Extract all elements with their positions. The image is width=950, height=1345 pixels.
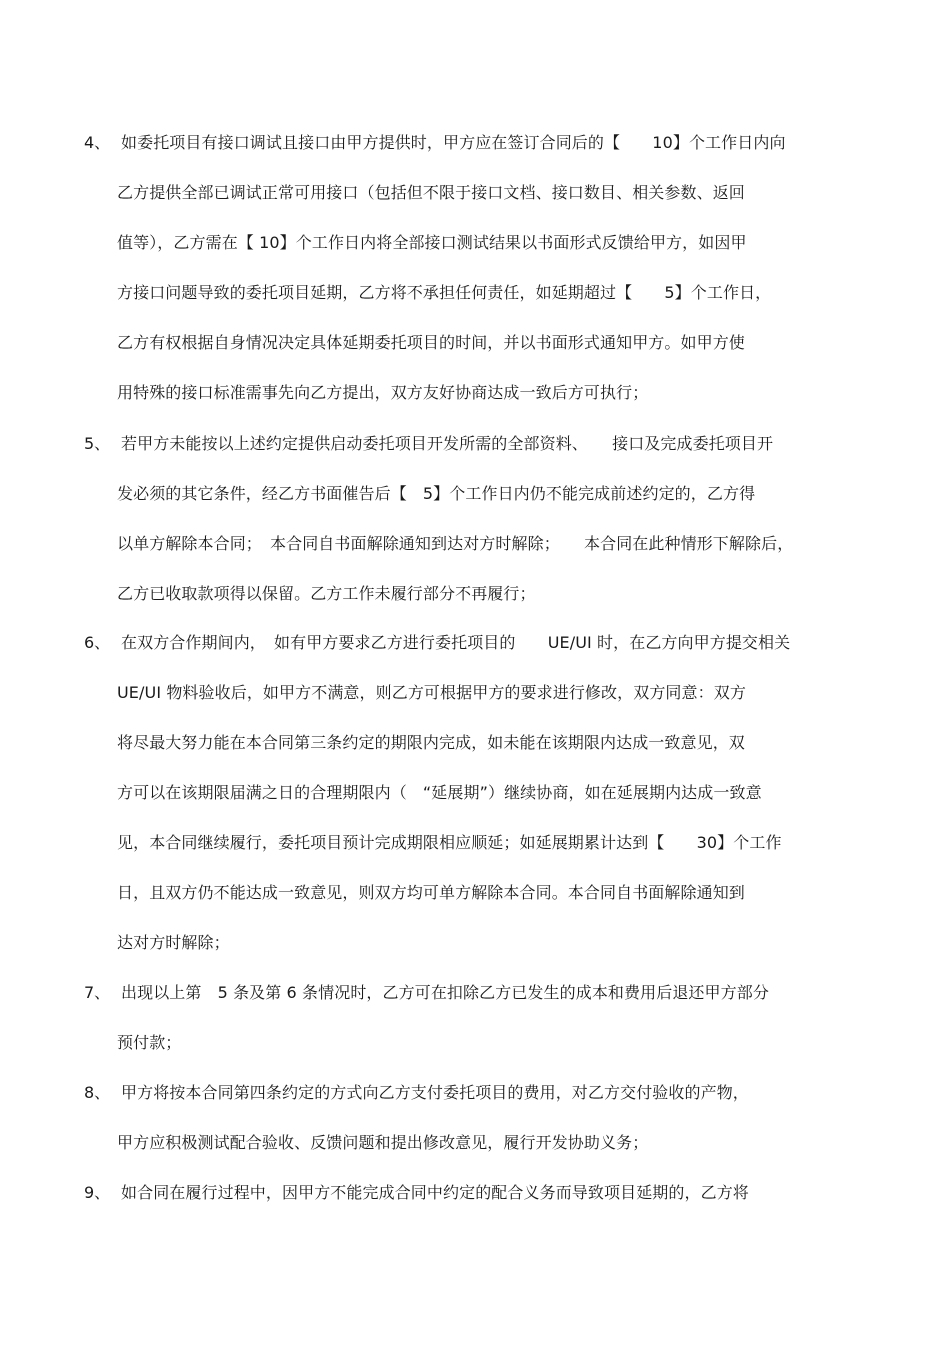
clause-number: 6、 <box>84 633 111 652</box>
clause-line: 在双方合作期间内， 如有甲方要求乙方进行委托项目的 UE/UI 时，在乙方向甲方提交相关 <box>121 633 791 652</box>
clause-number: 5、 <box>84 434 111 453</box>
clause-number: 4、 <box>84 133 111 152</box>
clause-line: 如合同在履行过程中，因甲方不能完成合同中约定的配合义务而导致项目延期的，乙方将 <box>121 1183 749 1202</box>
clause-line: 乙方有权根据自身情况决定具体延期委托项目的时间，并以书面形式通知甲方。如甲方使 <box>117 333 745 352</box>
clause-line: 如委托项目有接口调试且接口由甲方提供时，甲方应在签订合同后的【 10】个工作日内向 <box>121 133 786 152</box>
clause-number: 8、 <box>84 1083 111 1102</box>
clause-line: 方可以在该期限届满之日的合理期限内（ “延展期”）继续协商，如在延展期内达成一致意 <box>117 783 762 802</box>
clause-line: 乙方提供全部已调试正常可用接口（包括但不限于接口文档、接口数目、相关参数、返回 <box>117 183 745 202</box>
clause-line: 以单方解除本合同； 本合同自书面解除通知到达对方时解除； 本合同在此种情形下解除后， <box>117 534 794 553</box>
clause-line: 发必须的其它条件，经乙方书面催告后【 5】个工作日内仍不能完成前述约定的，乙方得 <box>117 484 756 503</box>
clause-line: UE/UI 物料验收后，如甲方不满意，则乙方可根据甲方的要求进行修改，双方同意：双方 <box>117 683 746 702</box>
clause-line: 达对方时解除； <box>117 933 230 952</box>
clause-number: 7、 <box>84 983 111 1002</box>
clause-line: 甲方将按本合同第四条约定的方式向乙方支付委托项目的费用，对乙方交付验收的产物， <box>121 1083 749 1102</box>
clause-line: 乙方已收取款项得以保留。乙方工作未履行部分不再履行； <box>117 584 536 603</box>
clause-line: 将尽最大努力能在本合同第三条约定的期限内完成，如未能在该期限内达成一致意见，双 <box>117 733 745 752</box>
clause-line: 若甲方未能按以上述约定提供启动委托项目开发所需的全部资料、 接口及完成委托项目开 <box>121 434 774 453</box>
clause-line: 日，且双方仍不能达成一致意见，则双方均可单方解除本合同。本合同自书面解除通知到 <box>117 883 745 902</box>
clause-line: 值等），乙方需在【 10】个工作日内将全部接口测试结果以书面形式反馈给甲方，如因甲 <box>117 233 747 252</box>
clause-line: 方接口问题导致的委托项目延期，乙方将不承担任何责任，如延期超过【 5】个工作日， <box>117 283 772 302</box>
clause-line: 用特殊的接口标准需事先向乙方提出，双方友好协商达成一致后方可执行； <box>117 383 649 402</box>
clause-number: 9、 <box>84 1183 111 1202</box>
clause-line: 预付款； <box>117 1033 182 1052</box>
clause-line: 见，本合同继续履行，委托项目预计完成期限相应顺延；如延展期累计达到【 30】个工作 <box>117 833 782 852</box>
clause-line: 出现以上第 5 条及第 6 条情况时，乙方可在扣除乙方已发生的成本和费用后退还甲方部分 <box>121 983 769 1002</box>
clause-line: 甲方应积极测试配合验收、反馈问题和提出修改意见，履行开发协助义务； <box>117 1133 649 1152</box>
